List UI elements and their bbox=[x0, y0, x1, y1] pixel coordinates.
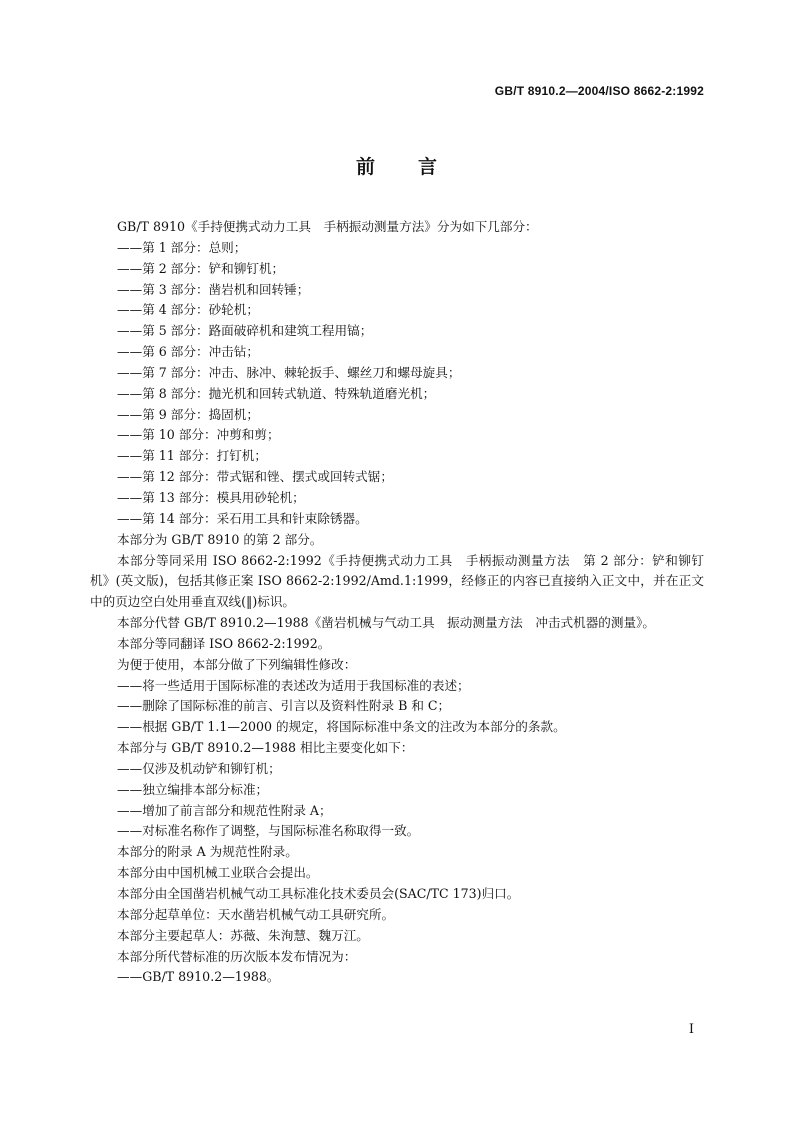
part-list-item: ——第 10 部分：冲剪和剪； bbox=[117, 427, 280, 443]
part-list-item: ——第 5 部分：路面破碎机和建筑工程用镐； bbox=[117, 323, 373, 339]
proposer-paragraph: 本部分由中国机械工业联合会提出。 bbox=[117, 865, 319, 881]
foreword-body bbox=[90, 217, 704, 988]
standard-code-header: GB/T 8910.2—2004/ISO 8662-2:1992 bbox=[494, 84, 704, 98]
history-intro: 本部分所代替标准的历次版本发布情况为： bbox=[117, 948, 357, 964]
centralizer-paragraph: 本部分由全国凿岩机械气动工具标准化技术委员会(SAC/TC 173)归口。 bbox=[117, 886, 520, 901]
editorial-intro: 为便于使用，本部分做了下列编辑性修改： bbox=[117, 656, 357, 672]
page-number: I bbox=[688, 1022, 694, 1037]
part-list-item: ——第 14 部分：采石用工具和针束除锈器。 bbox=[117, 510, 368, 526]
part-list-item: ——第 12 部分：带式锯和锉、摆式或回转式锯； bbox=[117, 469, 393, 485]
equivalence-paragraph: 本部分等同采用 ISO 8662-2:1992《手持便携式动力工具 手柄振动测量方法 第 2 部分：铲和铆钉机》(英文版)，包括其修正案 ISO 8662-2:1992/Amd.1:1999，经修正的内容已直接纳入正文中，并在正文中的页边空白处用垂直双线(‖)标识。 bbox=[90, 552, 704, 610]
part-list-item: ——第 11 部分：打钉机； bbox=[117, 448, 267, 464]
drafters-paragraph: 本部分主要起草人：苏薇、朱洵慧、魏万江。 bbox=[117, 927, 369, 943]
editorial-item: ——删除了国际标准的前言、引言以及资料性附录 B 和 C； bbox=[117, 698, 451, 714]
editorial-item: ——将一些适用于国际标准的表述改为适用于我国标准的表述； bbox=[117, 677, 470, 693]
intro-paragraph: GB/T 8910《手持便携式动力工具 手柄振动测量方法》分为如下几部分： bbox=[117, 219, 538, 234]
part-list-item: ——第 2 部分：铲和铆钉机； bbox=[117, 260, 285, 276]
part-list-item: ——第 3 部分：凿岩机和回转锤； bbox=[117, 281, 310, 297]
this-part-paragraph: 本部分为 GB/T 8910 的第 2 部分。 bbox=[117, 531, 323, 547]
history-item: ——GB/T 8910.2—1988。 bbox=[117, 969, 280, 985]
replaces-paragraph: 本部分代替 GB/T 8910.2—1988《凿岩机械与气动工具 振动测量方法 冲击式机器的测量》。 bbox=[117, 615, 655, 631]
drafting-unit-paragraph: 本部分起草单位：天水凿岩机械气动工具研究所。 bbox=[117, 906, 395, 922]
part-list-item: ——第 8 部分：抛光机和回转式轨道、特殊轨道磨光机； bbox=[117, 385, 436, 401]
changes-item: ——独立编排本部分标准； bbox=[117, 781, 269, 797]
changes-item: ——对标准名称作了调整，与国际标准名称取得一致。 bbox=[117, 823, 420, 839]
changes-item: ——仅涉及机动铲和铆钉机； bbox=[117, 760, 281, 776]
part-list-item: ——第 1 部分：总则； bbox=[117, 239, 247, 255]
part-list-item: ——第 13 部分：模具用砂轮机； bbox=[117, 489, 305, 505]
annex-paragraph: 本部分的附录 A 为规范性附录。 bbox=[117, 844, 298, 860]
part-list-item: ——第 4 部分：砂轮机； bbox=[117, 302, 259, 318]
part-list-item: ——第 6 部分：冲击钻； bbox=[117, 344, 259, 360]
changes-intro: 本部分与 GB/T 8910.2—1988 相比主要变化如下： bbox=[117, 740, 414, 756]
translation-paragraph: 本部分等同翻译 ISO 8662-2:1992。 bbox=[117, 635, 331, 651]
editorial-item: ——根据 GB/T 1.1—2000 的规定，将国际标准中条文的注改为本部分的条款。 bbox=[117, 719, 566, 735]
title-char-1: 前 bbox=[355, 156, 376, 178]
part-list-item: ——第 9 部分：捣固机； bbox=[117, 406, 259, 422]
part-list-item: ——第 7 部分：冲击、脉冲、棘轮扳手、螺丝刀和螺母旋具； bbox=[117, 364, 461, 380]
changes-item: ——增加了前言部分和规范性附录 A； bbox=[117, 802, 332, 818]
title-char-2: 言 bbox=[418, 156, 439, 178]
page-title bbox=[0, 152, 794, 179]
